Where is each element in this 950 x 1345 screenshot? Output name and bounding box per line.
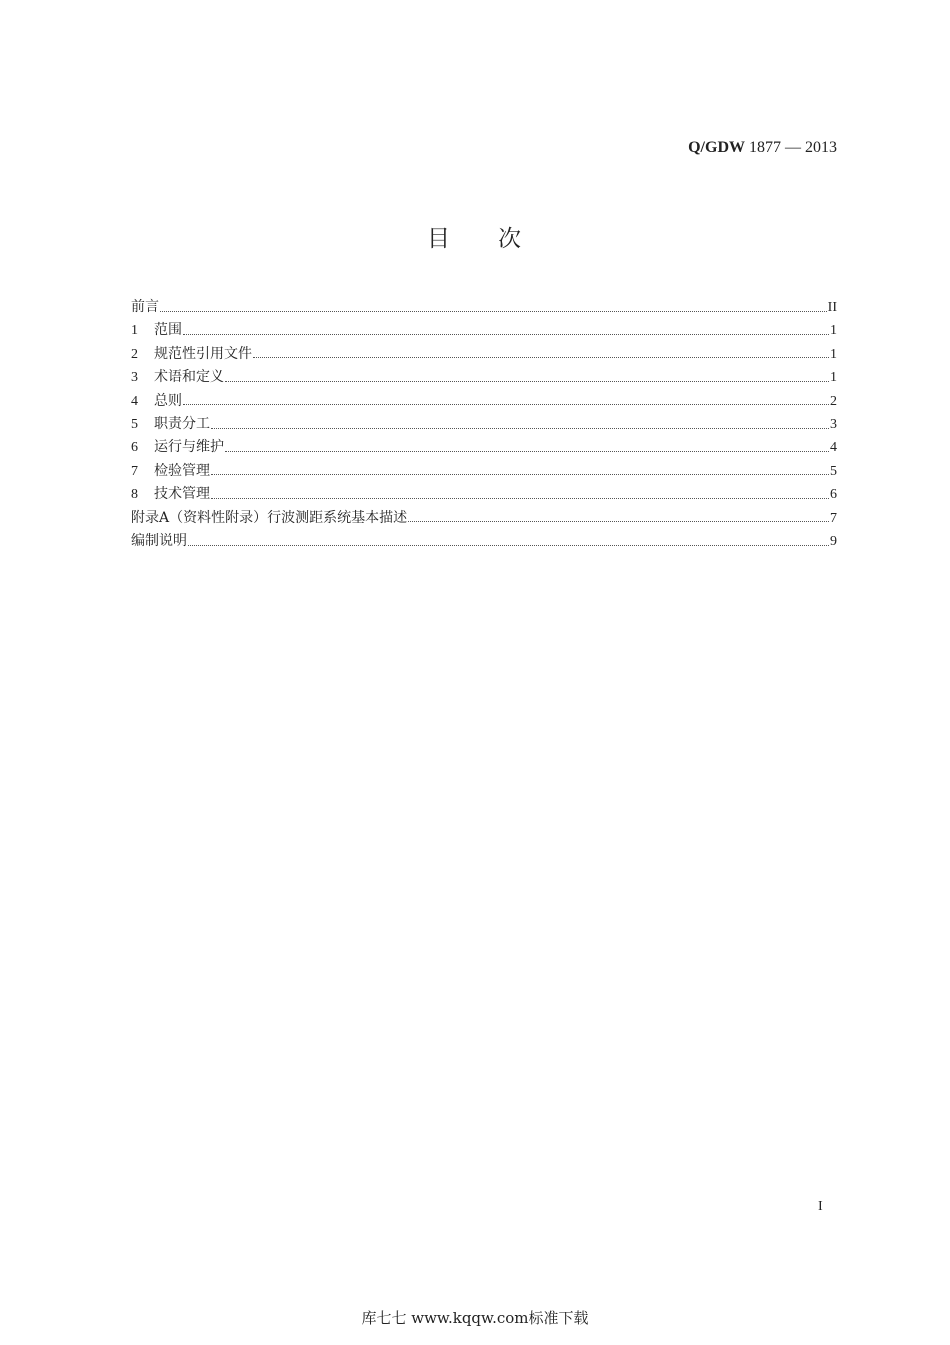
toc-entry-appendix-a[interactable] <box>131 507 837 530</box>
toc-leader-dots <box>225 380 829 382</box>
toc-leader-dots <box>188 544 829 546</box>
toc-entry-label: 运行与维护 <box>154 439 224 456</box>
toc-entry-number: 6 <box>131 440 138 456</box>
toc-entry-page: 9 <box>830 533 837 549</box>
toc-entry-page: 1 <box>830 346 837 362</box>
toc-entry-number: 2 <box>131 346 138 362</box>
toc-leader-dots <box>183 403 829 405</box>
standard-prefix: Q/GDW <box>688 139 745 156</box>
toc-entry-6[interactable] <box>131 436 837 459</box>
toc-entry-page: 3 <box>830 416 837 432</box>
toc-leader-dots <box>225 450 829 452</box>
table-of-contents <box>131 296 837 553</box>
toc-leader-dots <box>211 473 829 475</box>
toc-entry-page: 1 <box>830 323 837 339</box>
toc-entry-label: 附录A（资料性附录）行波测距系统基本描述 <box>131 509 408 526</box>
toc-entry-1[interactable] <box>131 319 837 342</box>
toc-entry-page: 4 <box>830 440 837 456</box>
standard-number: 1877 — 2013 <box>749 139 837 156</box>
toc-entry-5[interactable] <box>131 413 837 436</box>
toc-entry-label: 编制说明 <box>131 532 187 549</box>
toc-leader-dots <box>253 356 829 358</box>
toc-leader-dots <box>183 333 829 335</box>
toc-entry-2[interactable] <box>131 343 837 366</box>
toc-entry-page: 7 <box>830 510 837 526</box>
toc-entry-number: 3 <box>131 370 138 386</box>
toc-entry-number: 8 <box>131 487 138 503</box>
toc-entry-8[interactable] <box>131 483 837 506</box>
toc-title-part2: 次 <box>498 226 523 252</box>
toc-entry-number: 7 <box>131 463 138 479</box>
toc-entry-label: 范围 <box>154 322 182 339</box>
toc-entry-label: 规范性引用文件 <box>154 345 252 362</box>
toc-entry-label: 术语和定义 <box>154 369 224 386</box>
toc-entry-7[interactable] <box>131 460 837 483</box>
toc-title-part1: 目 <box>427 226 452 252</box>
toc-entry-number: 4 <box>131 393 138 409</box>
toc-entry-label: 职责分工 <box>154 415 210 432</box>
toc-entry-label: 前言 <box>131 299 159 315</box>
toc-entry-label: 总则 <box>154 392 182 409</box>
toc-entry-number: 5 <box>131 416 138 432</box>
toc-entry-page: 1 <box>830 370 837 386</box>
footer-watermark: 库七七 www.kqqw.com标准下载 <box>361 1309 589 1327</box>
toc-leader-dots <box>211 427 829 429</box>
toc-entry-explanation[interactable] <box>131 530 837 553</box>
toc-entry-3[interactable] <box>131 366 837 389</box>
toc-entry-page: 2 <box>830 393 837 409</box>
standard-code <box>688 139 837 157</box>
toc-leader-dots <box>211 497 829 499</box>
toc-entry-page: 6 <box>830 487 837 503</box>
toc-entry-number: 1 <box>131 323 138 339</box>
toc-entry-page: II <box>827 300 837 315</box>
toc-title <box>0 220 950 253</box>
toc-entry-preface[interactable] <box>131 296 837 319</box>
page-number: I <box>818 1199 823 1214</box>
toc-entry-label: 检验管理 <box>154 462 210 479</box>
toc-leader-dots <box>160 310 827 312</box>
toc-entry-label: 技术管理 <box>154 486 210 503</box>
toc-entry-4[interactable] <box>131 390 837 413</box>
toc-leader-dots <box>408 520 829 522</box>
toc-entry-page: 5 <box>830 463 837 479</box>
